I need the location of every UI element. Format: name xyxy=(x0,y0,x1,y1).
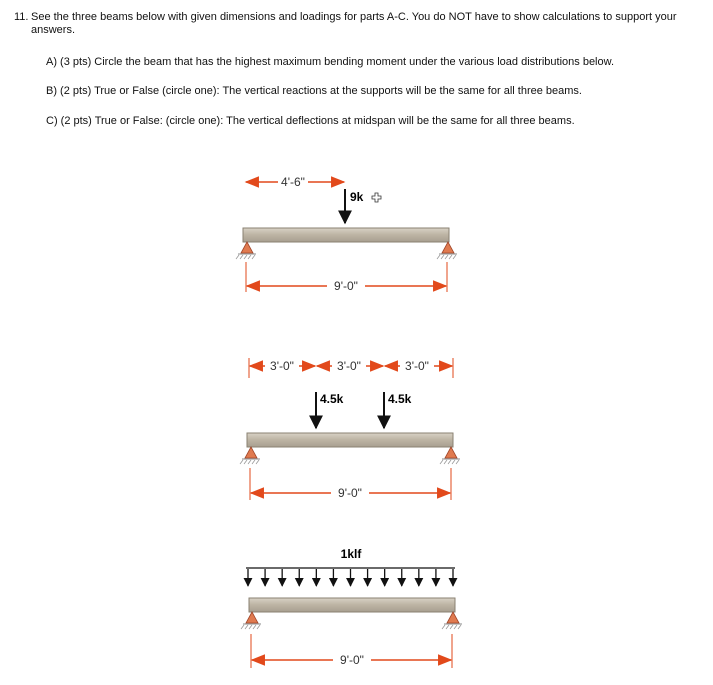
beam-3-load-label: 1klf xyxy=(340,547,362,561)
beam-3 xyxy=(241,547,462,668)
beam-3-right-support xyxy=(442,612,462,629)
part-c-text: C) (2 pts) True or False: (circle one): The vertical deflections at midspan will be the same for all three beams. xyxy=(46,115,575,127)
part-b-text: B) (2 pts) True or False (circle one): The vertical reactions at the supports will be the same for all three beams. xyxy=(46,85,582,97)
beam-1 xyxy=(236,175,457,293)
beam-2-right-support xyxy=(440,447,460,464)
beam-1-right-support xyxy=(437,242,457,259)
beam-2-seg3-label: 3'-0" xyxy=(405,359,429,373)
cursor-crosshair-icon xyxy=(372,193,381,202)
beam-2-load2-label: 4.5k xyxy=(388,392,412,406)
beam-3-left-support xyxy=(241,612,261,629)
beam-2-left-support xyxy=(240,447,260,464)
question-number: 11. xyxy=(14,11,29,23)
beam-2-seg1-label: 3'-0" xyxy=(270,359,294,373)
beam-2 xyxy=(240,358,460,500)
beam-1-left-support xyxy=(236,242,256,259)
part-a-text: A) (3 pts) Circle the beam that has the highest maximum bending moment under the various load distributions below. xyxy=(46,56,615,68)
beam-1-span-label: 9'-0" xyxy=(334,279,358,293)
beam-3-member xyxy=(249,598,455,612)
beam-1-load-label: 9k xyxy=(350,190,364,204)
beam-3-span-label: 9'-0" xyxy=(340,653,364,667)
beam-1-member xyxy=(243,228,449,242)
question-intro: See the three beams below with given dimensions and loadings for parts A-C. You do NOT have to show calculations to support your answers. xyxy=(31,11,677,36)
beam-2-seg2-label: 3'-0" xyxy=(337,359,361,373)
beam-2-span-label: 9'-0" xyxy=(338,486,362,500)
beam-3-distributed-load-arrows xyxy=(248,569,453,586)
beam-1-offset-label: 4'-6" xyxy=(281,175,305,189)
beam-2-member xyxy=(247,433,453,447)
beam-2-load1-label: 4.5k xyxy=(320,392,344,406)
